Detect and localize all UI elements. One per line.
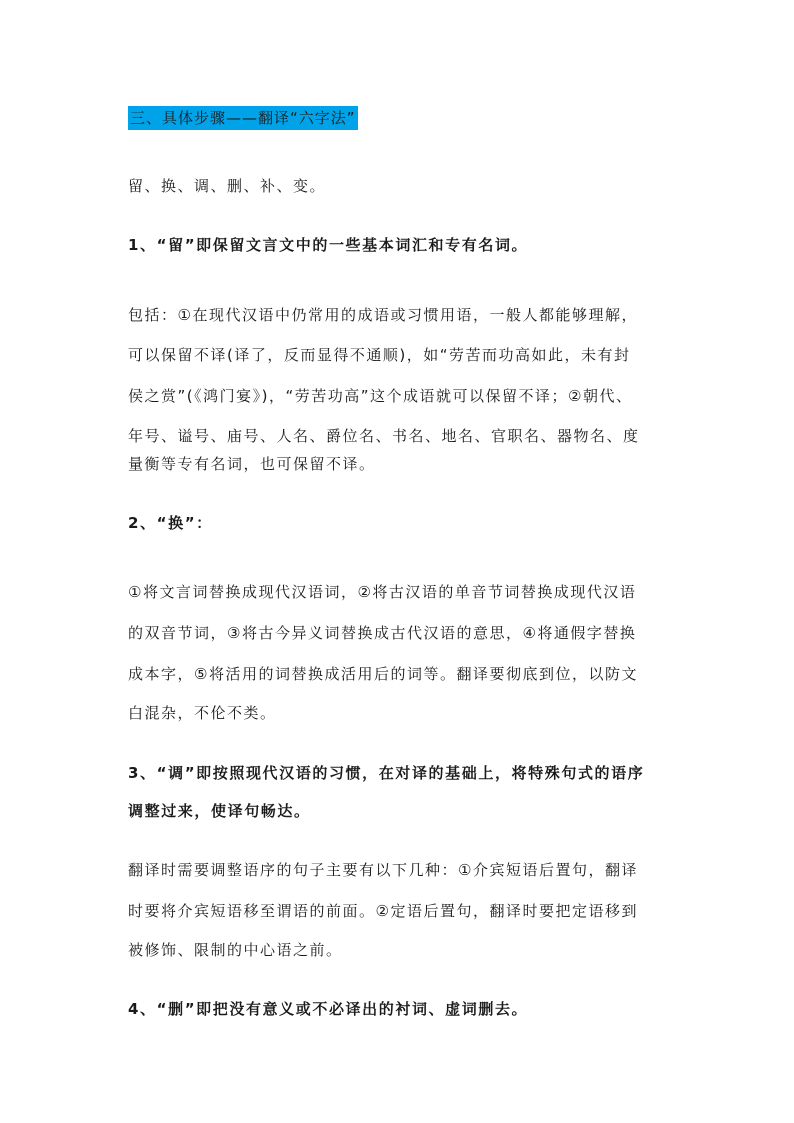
item-1-heading: 1、“留”即保留文言文中的一些基本词汇和专有名词。 <box>128 236 529 254</box>
item-2-line-3: 成本字，⑤将活用的词替换成活用后的词等。翻译要彻底到位，以防文 <box>128 665 638 683</box>
item-1-line-3: 侯之赏”(《鸿门宴》)，“劳苦功高”这个成语就可以保留不译；②朝代、 <box>128 387 633 405</box>
item-2-line-1: ①将文言词替换成现代汉语词，②将古汉语的单音节词替换成现代汉语 <box>128 583 637 601</box>
item-4-heading: 4、“删”即把没有意义或不必译出的衬词、虚词删去。 <box>128 1000 529 1018</box>
item-3-line-3: 被修饰、限制的中心语之前。 <box>128 941 343 959</box>
section-heading: 三、具体步骤——翻译“六字法” <box>128 106 358 130</box>
item-1-line-2: 可以保留不译(译了，反而显得不通顺)，如“劳苦而功高如此，未有封 <box>128 346 631 364</box>
item-2-line-2: 的双音节词，③将古今异义词替换成古代汉语的意思，④将通假字替换 <box>128 624 637 642</box>
item-2-heading: 2、“换”： <box>128 514 213 532</box>
item-1-line-4: 年号、谥号、庙号、人名、爵位名、书名、地名、官职名、器物名、度 <box>128 427 640 445</box>
item-1-line-1: 包括：①在现代汉语中仍常用的成语或习惯用语，一般人都能够理解， <box>128 306 638 324</box>
item-3-line-1: 翻译时需要调整语序的句子主要有以下几种：①介宾短语后置句，翻译 <box>128 861 638 879</box>
item-3-line-2: 时要将介宾短语移至谓语的前面。②定语后置句，翻译时要把定语移到 <box>128 902 638 920</box>
item-3-heading-line-1: 3、“调”即按照现代汉语的习惯，在对译的基础上，将特殊句式的语序 <box>128 764 645 782</box>
summary-text: 留、换、调、删、补、变。 <box>128 177 327 195</box>
item-1-line-5: 量衡等专有名词，也可保留不译。 <box>128 455 376 473</box>
item-3-heading-line-2: 调整过来，使译句畅达。 <box>128 802 311 820</box>
item-2-line-4: 白混杂，不伦不类。 <box>128 704 277 722</box>
